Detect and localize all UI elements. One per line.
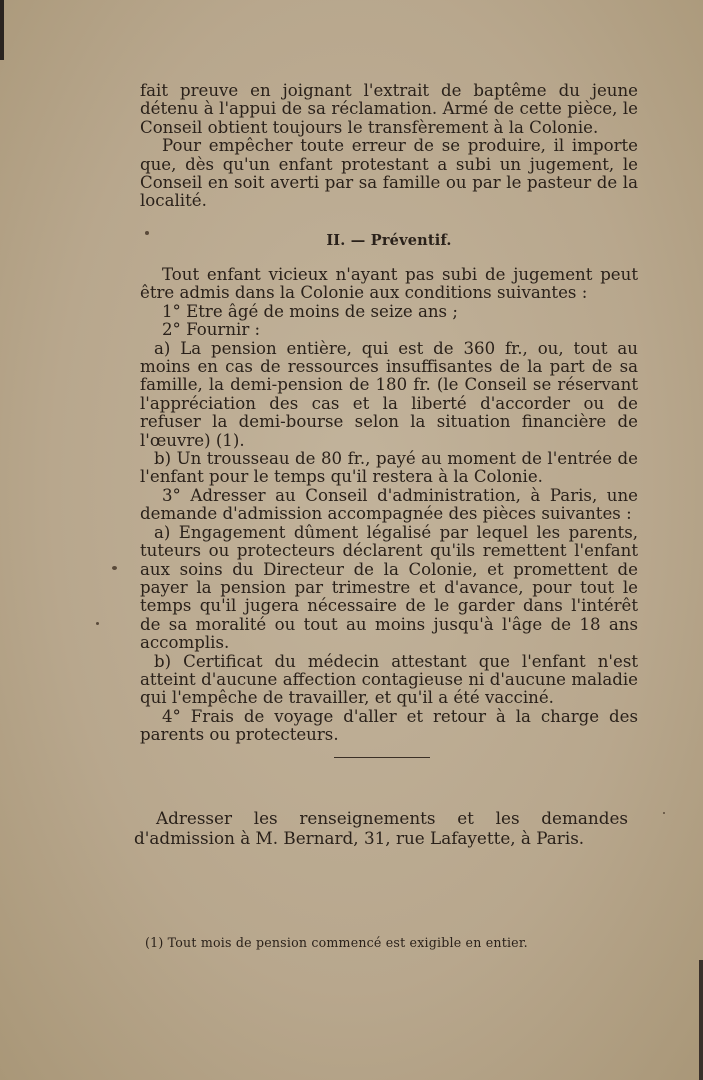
paragraph-protestant-notice: Pour empêcher toute erreur de se produire, il importe que, dès qu'un enfant protestant a subi un jugement, le Conseil en soit averti par sa famille ou par le pasteur de la localité. <box>140 136 638 211</box>
intro-paragraph: Tout enfant vicieux n'ayant pas subi de jugement peut être admis dans la Colonie aux conditions suivantes : <box>140 265 638 303</box>
section-heading: II. — Préventif. <box>326 232 452 249</box>
separator-rule <box>334 757 430 758</box>
address-text: Adresser les renseignements et les demandes d'admission à M. Bernard, 31, rue Lafayette, à Paris. <box>134 808 628 848</box>
page-edge-left <box>0 0 4 60</box>
condition-3b: b) Certificat du médecin attestant que l'enfant n'est atteint d'aucune affection contagieuse ni d'aucune maladie qui l'empêche de travailler, et qu'il a été vacciné. <box>140 651 638 708</box>
condition-2b: b) Un trousseau de 80 fr., payé au moment de l'entrée de l'enfant pour le temps qu'il restera à la Colonie. <box>140 449 638 487</box>
condition-2a: a) La pension entière, qui est de 360 fr., ou, tout au moins en cas de ressources insuffisantes de la part de sa famille, la demi-pension de 180 fr. (le Conseil se réservant l'appréciation des cas et la liberté d'accorder ou de refuser la demi-bourse selon la situation financière de l'œuvre) (1). <box>140 338 638 450</box>
condition-3a: a) Engagement dûment légalisé par lequel les parents, tuteurs ou protecteurs déclarent qu'ils remettent l'enfant aux soins du Directeur de la Colonie, et promettent de payer la pension par trimestre et d'avance, pour tout le temps qu'il jugera nécessaire de le garder dans l'intérêt de sa moralité ou tout au moins jusqu'à l'âge de 18 ans accomplis. <box>140 522 638 653</box>
condition-1: 1° Etre âgé de moins de seize ans ; <box>162 301 458 321</box>
footnote: (1) Tout mois de pension commencé est exigible en entier. <box>145 935 528 950</box>
section-body <box>140 266 638 745</box>
page-edge-right <box>699 960 703 1080</box>
condition-3: 3° Adresser au Conseil d'administration, à Paris, une demande d'admission accompagnée des pièces suivantes : <box>140 485 638 524</box>
top-paragraphs <box>140 82 638 211</box>
address-paragraph <box>134 808 628 848</box>
paragraph-continuation: fait preuve en joignant l'extrait de baptême du jeune détenu à l'appui de sa réclamation. Armé de cette pièce, le Conseil obtient toujours le transfèrement à la Colonie. <box>140 81 638 137</box>
condition-2: 2° Fournir : <box>162 320 261 340</box>
condition-4: 4° Frais de voyage d'aller et retour à la charge des parents ou protecteurs. <box>140 706 638 745</box>
